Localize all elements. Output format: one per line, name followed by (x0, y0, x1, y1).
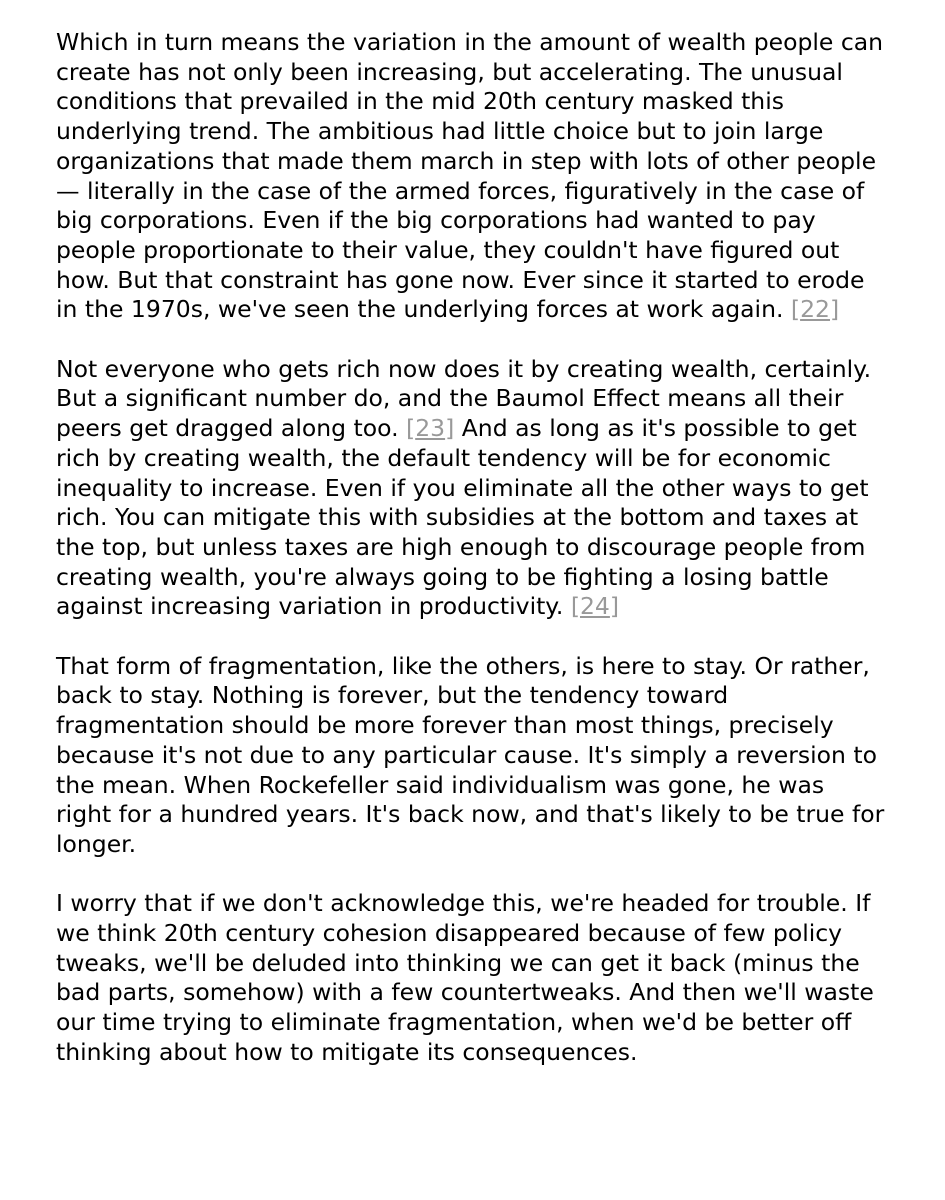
footnote-number: 24 (579, 592, 610, 621)
footnote-number: 23 (415, 414, 446, 443)
paragraph-text: And as long as it's possible to get rich by creating wealth, the default tendency will be for economic inequality to increase. Even if you eliminate all the other ways to get rich. You can mitigate this with subsidies at the bottom and taxes at the top, but unless taxes are high enough to discourage people from creating wealth, you're always going to be fighting a losing battle against increasing variation in productivity. (56, 414, 869, 621)
footnote-link-23[interactable]: [23] (406, 414, 455, 443)
paragraph-text: I worry that if we don't acknowledge this, we're headed for trouble. If we think 20th century cohesion disappeared because of few policy tweaks, we'll be deluded into thinking we can get it back (minus the bad parts, somehow) with a few countertweaks. And then we'll waste our time trying to eliminate fragmentation, when we'd be better off thinking about how to mitigate its consequences. (56, 889, 874, 1066)
paragraph-text: Which in turn means the variation in the amount of wealth people can create has not only been increasing, but accelerating. The unusual conditions that prevailed in the mid 20th century masked this underlying trend. The ambitious had little choice but to join large organizations that made them march in step with lots of other people — literally in the case of the armed forces, figuratively in the case of big corporations. Even if the big corporations had wanted to pay people proportionate to their value, they couldn't have figured out how. But that constraint has gone now. Ever since it started to erode in the 1970s, we've seen the underlying forces at work again. (56, 28, 884, 324)
paragraph-text: That form of fragmentation, like the others, is here to stay. Or rather, back to stay. Nothing is forever, but the tendency toward fragmentation should be more forever than most things, precisely because it's not due to any particular cause. It's simply a reversion to the mean. When Rockefeller said individualism was gone, he was right for a hundred years. It's back now, and that's likely to be true for longer. (56, 651, 885, 858)
paragraph-2 (56, 355, 886, 622)
paragraph-text: Not everyone who gets rich now does it by creating wealth, certainly. But a significant number do, and the Baumol Effect means all their peers get dragged along too. (56, 354, 872, 443)
footnote-link-24[interactable]: [24] (570, 592, 620, 621)
footnote-number: 22 (800, 295, 830, 324)
paragraph-1 (56, 28, 886, 325)
paragraph-4 (56, 889, 886, 1067)
paragraph-3 (56, 652, 886, 860)
footnote-link-22[interactable]: [22] (790, 295, 840, 324)
article-body (56, 28, 886, 1068)
